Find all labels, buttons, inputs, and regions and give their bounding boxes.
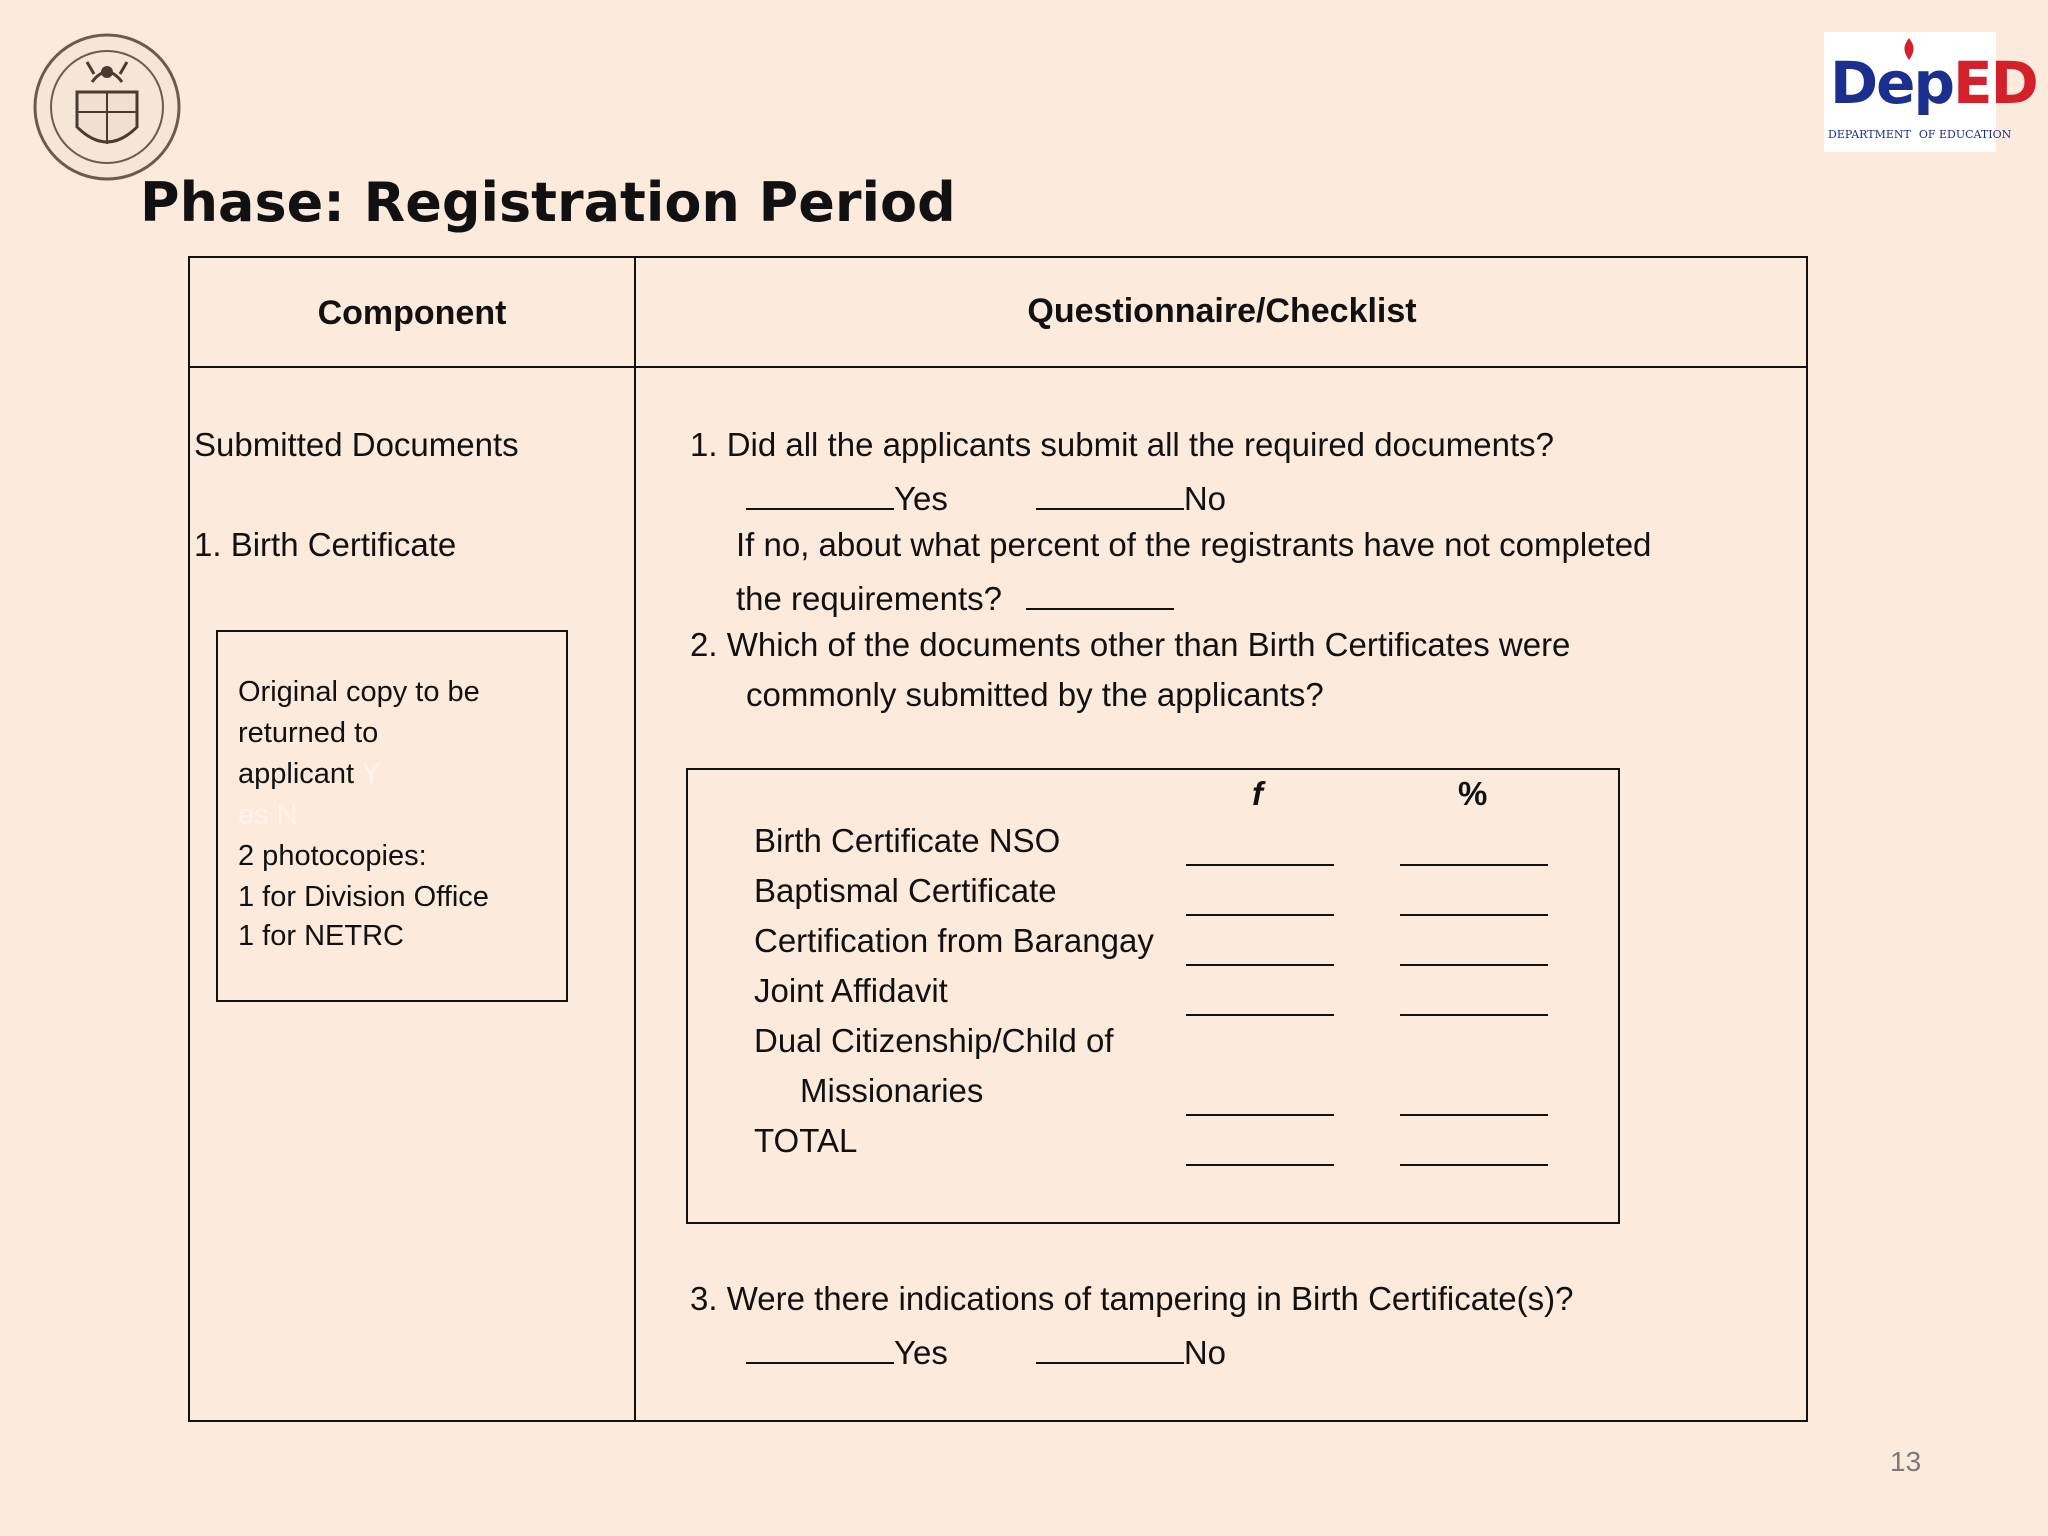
q1-followup-b: the requirements? <box>736 580 1002 617</box>
q1-no-blank[interactable] <box>1036 470 1184 510</box>
f-blank[interactable] <box>1186 864 1334 866</box>
doc-row-label: Dual Citizenship/Child of <box>754 1022 1114 1059</box>
q1-followup-a: If no, about what percent of the registrants have not completed <box>736 526 1652 563</box>
header-component: Component <box>317 294 507 332</box>
note-line-2: returned to <box>238 717 379 749</box>
q3-answer-row <box>746 1324 1226 1378</box>
note-line-6: 1 for NETRC <box>238 920 404 952</box>
doc-row-label: Certification from Barangay <box>754 922 1154 959</box>
percent-blank[interactable] <box>1400 1164 1548 1166</box>
question-3: 3. Were there indications of tampering in Birth Certificate(s)? <box>690 1280 1574 1317</box>
deped-logo <box>1824 32 2037 152</box>
page-title: Phase: Registration Period <box>140 171 956 234</box>
header-divider <box>190 366 1806 368</box>
q1-answer-row <box>746 470 1226 524</box>
f-blank[interactable] <box>1186 1164 1334 1166</box>
percent-blank[interactable] <box>1400 864 1548 866</box>
question-1: 1. Did all the applicants submit all the required documents? <box>690 426 1554 463</box>
doc-row-label: Baptismal Certificate <box>754 872 1057 909</box>
percent-blank[interactable] <box>1400 914 1548 916</box>
f-blank[interactable] <box>1186 1114 1334 1116</box>
percent-blank[interactable] <box>1400 1014 1548 1016</box>
documents-table <box>686 768 1620 1224</box>
page-number: 13 <box>1890 1446 1922 1477</box>
percent-blank[interactable] <box>1400 1114 1548 1116</box>
column-divider <box>634 258 636 1420</box>
doc-row-label: Joint Affidavit <box>754 972 948 1009</box>
note-faint-1: Y <box>361 758 381 790</box>
component-heading: Submitted Documents <box>194 426 519 463</box>
seal-logo <box>32 32 182 182</box>
column-f-header: f <box>1252 775 1263 812</box>
main-table <box>188 256 1808 1422</box>
note-line-1: Original copy to be <box>238 676 480 708</box>
component-item: 1. Birth Certificate <box>194 526 457 563</box>
f-blank[interactable] <box>1186 964 1334 966</box>
logo-caption-right: OF EDUCATION <box>1918 128 2012 141</box>
header-questionnaire: Questionnaire/Checklist <box>1027 292 1417 330</box>
q1-followup-row <box>736 570 1174 624</box>
note-line-3: applicant <box>238 758 355 790</box>
note-faint-2: es N <box>238 799 298 831</box>
note-line-4: 2 photocopies: <box>238 840 427 872</box>
q3-yes-label: Yes <box>894 1334 948 1371</box>
q3-no-blank[interactable] <box>1036 1324 1184 1364</box>
question-2a: 2. Which of the documents other than Birth Certificates were <box>690 626 1571 663</box>
doc-row-label: Missionaries <box>800 1072 984 1109</box>
doc-row-label: Birth Certificate NSO <box>754 822 1061 859</box>
logo-caption-left: DEPARTMENT <box>1828 128 1911 141</box>
percent-blank[interactable] <box>1026 570 1174 610</box>
q3-yes-blank[interactable] <box>746 1324 894 1364</box>
q1-yes-blank[interactable] <box>746 470 894 510</box>
q1-yes-label: Yes <box>894 480 948 517</box>
question-2b: commonly submitted by the applicants? <box>746 676 1324 713</box>
note-line-5: 1 for Division Office <box>238 881 489 913</box>
f-blank[interactable] <box>1186 914 1334 916</box>
logo-ed-text: ED <box>1953 49 2037 117</box>
doc-row-label: TOTAL <box>754 1122 858 1159</box>
note-box <box>216 630 568 1002</box>
percent-blank[interactable] <box>1400 964 1548 966</box>
logo-dep-text: Dep <box>1830 49 1953 117</box>
column-percent-header: % <box>1458 775 1488 812</box>
f-blank[interactable] <box>1186 1014 1334 1016</box>
q3-no-label: No <box>1183 1334 1227 1371</box>
q1-no-label: No <box>1183 480 1227 517</box>
